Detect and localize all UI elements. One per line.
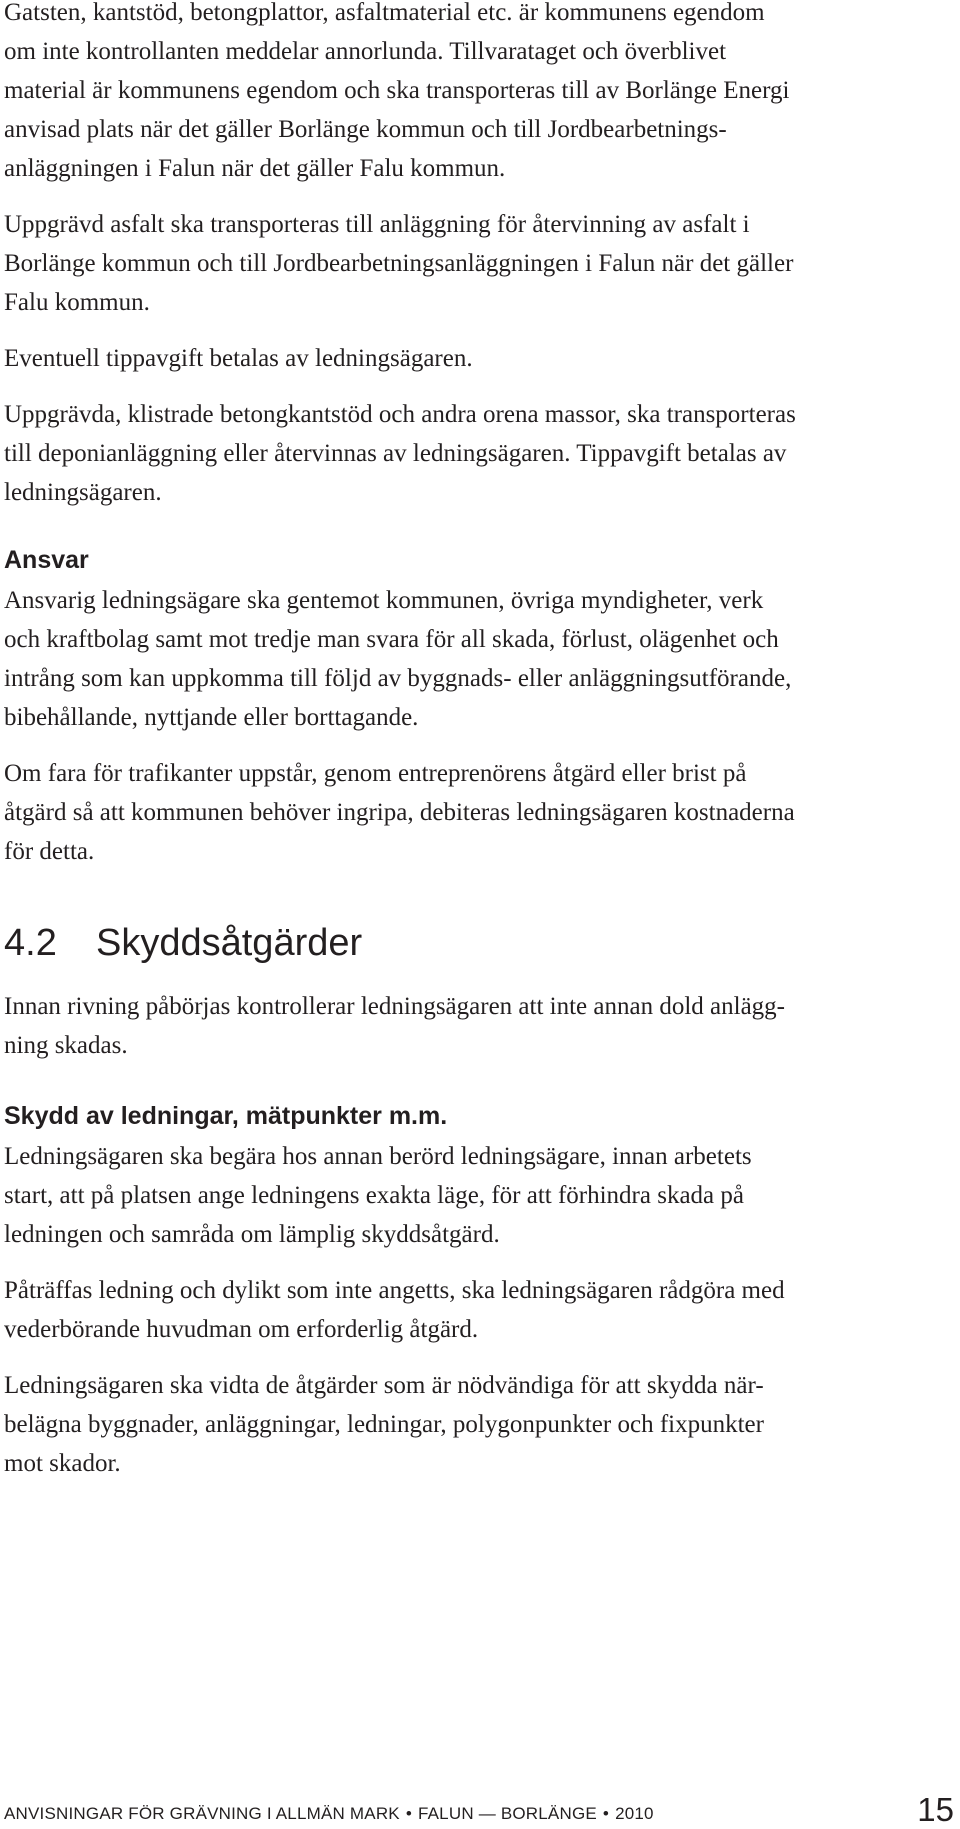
- heading-skydd: Skydd av ledningar, mätpunkter m.m.: [4, 1102, 448, 1130]
- paragraph-traffic-danger: Om fara för trafikanter uppstår, genom entreprenörens åtgärd eller brist på åtgärd så att kommunen behöver ingripa, debiteras ledningsägaren kostnaderna för detta.: [4, 760, 795, 865]
- footer-bullet: •: [602, 1804, 610, 1823]
- paragraph-tipping-fee: Eventuell tippavgift betalas av ledningsägaren.: [4, 345, 473, 372]
- paragraph-before-demolition: Innan rivning påbörjas kontrollerar ledningsägaren att inte annan dold anlägg- ning skadas.: [4, 993, 785, 1059]
- paragraph-concrete-curbs: Uppgrävda, klistrade betongkantstöd och andra orena massor, ska transporteras till deponianläggning eller återvinnas av ledningsägaren. Tippavgift betalas av ledningsägaren.: [4, 401, 796, 506]
- document-page: [4, 0, 954, 1483]
- paragraph-liability: Ansvarig ledningsägare ska gentemot kommunen, övriga myndigheter, verk och kraftbolag samt mot tredje man svara för all skada, förlust, olägenhet och intrång som kan uppkomma till följd av byggnads- eller anläggningsutförande, bibehållande, nyttjande eller borttagande.: [4, 587, 792, 731]
- paragraph-material-ownership: Gatsten, kantstöd, betongplattor, asfaltmaterial etc. är kommunens egendom om inte kontrollanten meddelar annorlunda. Tillvarataget och överblivet material är kommunens egendom och ska transporteras till av Borlänge Energi anvisad plats när det gäller Borlänge kommun och till Jordbearbetnings- anläggningen i Falun när det gäller Falu kommun.: [4, 0, 790, 182]
- section-title: Skyddsåtgärder: [96, 922, 363, 964]
- footer-bullet: •: [405, 1804, 412, 1823]
- paragraph-asphalt-transport: Uppgrävd asfalt ska transporteras till anläggning för återvinning av asfalt i Borlänge kommun och till Jordbearbetningsanläggningen i Falun när det gäller Falu kommun.: [4, 211, 794, 316]
- heading-ansvar: Ansvar: [4, 546, 89, 574]
- footer-document-title: ANVISNINGAR FÖR GRÄVNING I ALLMÄN MARK • FALUN — BORLÄNGE • 2010: [4, 1804, 654, 1823]
- page-footer: [4, 1790, 954, 1828]
- paragraph-protect-nearby: Ledningsägaren ska vidta de åtgärder som är nödvändiga för att skydda när- belägna byggnader, anläggningar, ledningar, polygonpunkter och fixpunkter mot skador.: [4, 1372, 764, 1477]
- page-number: 15: [917, 1791, 954, 1828]
- section-number: 4.2: [4, 922, 57, 964]
- paragraph-request-location: Ledningsägaren ska begära hos annan berörd ledningsägare, innan arbetets start, att på platsen ange ledningens exakta läge, för att förhindra skada på ledningen och samråda om lämplig skyddsåtgärd.: [4, 1143, 752, 1248]
- section-heading: [4, 921, 954, 965]
- paragraph-found-cable: Påträffas ledning och dylikt som inte angetts, ska ledningsägaren rådgöra med vederbörande huvudman om erforderlig åtgärd.: [4, 1277, 785, 1343]
